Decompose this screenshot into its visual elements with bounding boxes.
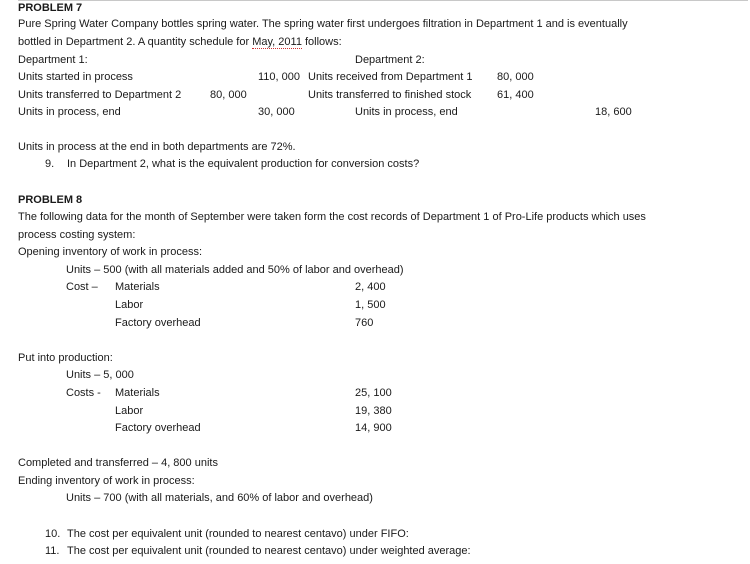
problem8-title: PROBLEM 8 bbox=[18, 194, 83, 206]
intro-text-pre: bottled in Department 2. A quantity schedule for bbox=[18, 36, 253, 48]
completed-transferred: Completed and transferred – 4, 800 units bbox=[18, 457, 218, 469]
dept1-heading: Department 1: bbox=[18, 54, 88, 66]
production-cost-label: Costs - bbox=[66, 387, 101, 399]
dept1-row-value: 30, 000 bbox=[258, 106, 295, 118]
dept1-row-value: 80, 000 bbox=[210, 89, 247, 101]
production-cost-item: Materials bbox=[115, 387, 160, 399]
problem8-intro-line1: The following data for the month of September were taken form the cost records of Department 1 of Pro-Life products which uses bbox=[18, 211, 646, 223]
dept1-row-label: Units started in process bbox=[18, 71, 133, 83]
question-text: In Department 2, what is the equivalent production for conversion costs? bbox=[67, 158, 420, 170]
production-cost-item: Factory overhead bbox=[115, 422, 201, 434]
dept2-heading: Department 2: bbox=[355, 54, 425, 66]
dept2-row-label: Units in process, end bbox=[355, 106, 458, 118]
production-cost-value: 14, 900 bbox=[355, 422, 392, 434]
ending-units: Units – 700 (with all materials, and 60% of labor and overhead) bbox=[66, 492, 373, 504]
production-cost-item: Labor bbox=[115, 405, 144, 417]
ending-inventory-heading: Ending inventory of work in process: bbox=[18, 475, 195, 487]
dept2-row-label: Units transferred to finished stock bbox=[308, 89, 472, 101]
opening-units: Units – 500 (with all materials added and 50% of labor and overhead) bbox=[66, 264, 404, 276]
question-text: The cost per equivalent unit (rounded to nearest centavo) under weighted average: bbox=[67, 545, 471, 557]
problem7-note: Units in process at the end in both departments are 72%. bbox=[18, 141, 296, 153]
intro-text-post: follows: bbox=[301, 36, 342, 48]
opening-cost-label: Cost – bbox=[66, 281, 98, 293]
intro-date: May, 2011 bbox=[252, 36, 302, 48]
problem7-intro-line1: Pure Spring Water Company bottles spring water. The spring water first undergoes filtration in Department 1 and is eventually bbox=[18, 18, 628, 30]
production-cost-value: 25, 100 bbox=[355, 387, 392, 399]
page-top-border bbox=[18, 0, 748, 1]
opening-cost-value: 2, 400 bbox=[355, 281, 386, 293]
dept2-row-value: 80, 000 bbox=[497, 71, 534, 83]
problem7-title: PROBLEM 7 bbox=[18, 2, 83, 14]
question-text: The cost per equivalent unit (rounded to nearest centavo) under FIFO: bbox=[67, 528, 409, 540]
dept2-row-value: 18, 600 bbox=[595, 106, 632, 118]
dept2-row-value: 61, 400 bbox=[497, 89, 534, 101]
opening-cost-item: Factory overhead bbox=[115, 317, 201, 329]
opening-inventory-heading: Opening inventory of work in process: bbox=[18, 246, 203, 258]
dept2-row-label: Units received from Department 1 bbox=[308, 71, 473, 83]
production-cost-value: 19, 380 bbox=[355, 405, 392, 417]
question-number: 9. bbox=[45, 158, 55, 170]
opening-cost-item: Labor bbox=[115, 299, 144, 311]
dept1-row-value: 110, 000 bbox=[258, 71, 301, 83]
question-number: 10. bbox=[45, 528, 61, 540]
dept1-row-label: Units in process, end bbox=[18, 106, 121, 118]
opening-cost-item: Materials bbox=[115, 281, 160, 293]
production-units: Units – 5, 000 bbox=[66, 369, 134, 381]
problem7-intro-line2 bbox=[18, 35, 342, 49]
dept1-row-label: Units transferred to Department 2 bbox=[18, 89, 182, 101]
question-number: 11. bbox=[45, 545, 60, 557]
opening-cost-value: 760 bbox=[355, 317, 374, 329]
production-heading: Put into production: bbox=[18, 352, 113, 364]
problem8-intro-line2: process costing system: bbox=[18, 229, 136, 241]
opening-cost-value: 1, 500 bbox=[355, 299, 386, 311]
